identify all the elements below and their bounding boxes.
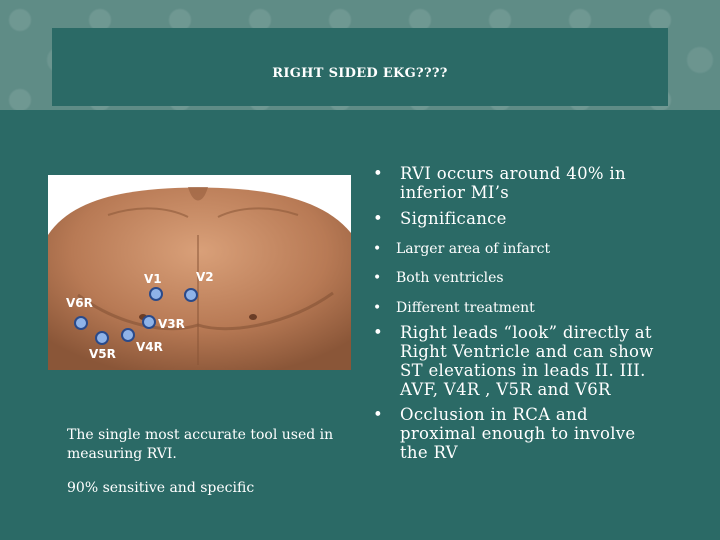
bullet-line: the RV: [400, 443, 458, 462]
bullet-dot: •: [373, 270, 382, 286]
label-v1: V1: [144, 272, 162, 286]
slide-title: RIGHT SIDED EKG????: [272, 66, 448, 81]
bullet-line: Both ventricles: [396, 270, 504, 286]
chest-illustration: [48, 175, 351, 370]
bullet-line: Right Ventricle and can show: [400, 342, 654, 361]
bullet-line: inferior MI’s: [400, 183, 510, 202]
electrode-v4r: [122, 329, 134, 341]
bullet-dot: •: [373, 209, 384, 228]
sensitivity-note: 90% sensitive and specific: [67, 480, 255, 496]
title-box: [52, 28, 668, 106]
bullet-line: Different treatment: [396, 300, 535, 316]
label-v4r: V4R: [136, 340, 163, 354]
bullet-dot: •: [373, 241, 382, 257]
electrode-v2: [185, 289, 197, 301]
chest-lead-placement-image: [48, 175, 351, 370]
bullet-dot: •: [373, 323, 384, 342]
bullet-line: AVF, V4R , V5R and V6R: [400, 380, 611, 399]
electrode-v6r: [75, 317, 87, 329]
bullet-line: Significance: [400, 209, 507, 228]
bullet-line: Right leads “look” directly at: [400, 323, 652, 342]
caption-line-2: measuring RVI.: [67, 446, 177, 462]
label-v2: V2: [196, 270, 214, 284]
bullet-dot: •: [373, 164, 384, 183]
electrode-v1: [150, 288, 162, 300]
image-caption: [67, 426, 367, 464]
bullet-line: ST elevations in leads II. III.: [400, 361, 646, 380]
bullet-dot: •: [373, 300, 382, 316]
label-v3r: V3R: [158, 317, 185, 331]
electrode-v5r: [96, 332, 108, 344]
bullet-line: proximal enough to involve: [400, 424, 636, 443]
bullet-line: Occlusion in RCA and: [400, 405, 588, 424]
bullet-line: Larger area of infarct: [396, 241, 551, 257]
label-v5r: V5R: [89, 347, 116, 361]
caption-line-1: The single most accurate tool used in: [67, 427, 334, 443]
bullet-line: RVI occurs around 40% in: [400, 164, 626, 183]
bullet-dot: •: [373, 405, 384, 424]
label-v6r: V6R: [66, 296, 93, 310]
electrode-v3r: [143, 316, 155, 328]
